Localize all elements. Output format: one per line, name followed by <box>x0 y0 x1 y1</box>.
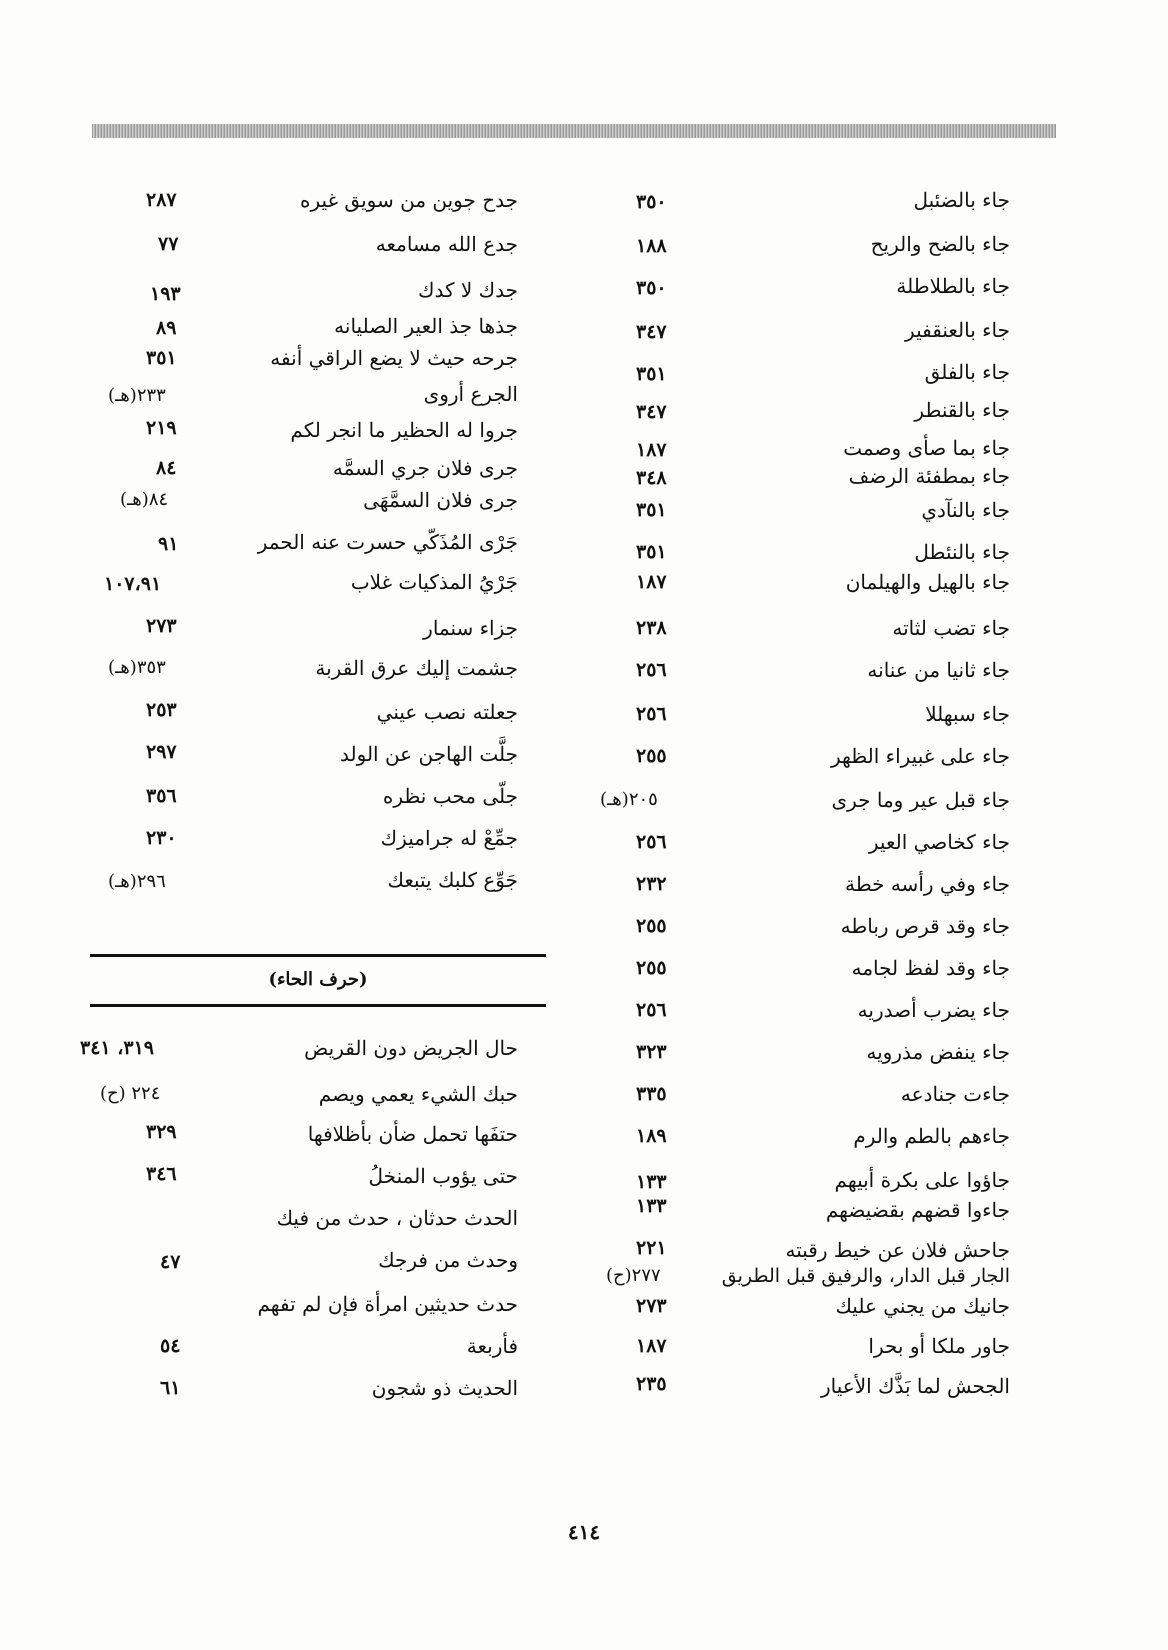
index-entry: حال الجريض دون القريض <box>304 1036 518 1060</box>
page-ref: ٣٤٦ <box>146 1163 177 1185</box>
page-ref: ٢٥٦ <box>636 999 667 1021</box>
index-entry: الحديث ذو شجون <box>371 1376 518 1400</box>
page-ref: ٥٤ <box>160 1335 181 1357</box>
page-ref: ٣٣٥ <box>636 1083 667 1105</box>
page-ref: ٢٥٦ <box>636 703 667 725</box>
page-ref: ٢٥٣ <box>146 699 177 721</box>
page-ref: ٣٥١ <box>146 347 177 369</box>
page-ref: ٢٨٧ <box>146 189 177 211</box>
index-entry: جاء بمطفئة الرضف <box>848 464 1010 488</box>
index-entry: جدح جوين من سويق غيره <box>300 188 518 212</box>
page-ref: ٢٩٦(هـ) <box>108 871 166 892</box>
section-rule-bottom <box>90 1004 546 1007</box>
index-entry: جاء كخاصي العير <box>868 830 1010 854</box>
page-number: ٤١٤ <box>567 1520 601 1544</box>
index-entry: جانيك من يجني عليك <box>835 1294 1010 1318</box>
index-entry: جاءوا قضهم بقضيضهم <box>825 1198 1010 1222</box>
page-ref: ٣٥١ <box>636 499 667 521</box>
page-ref: ١٨٧ <box>636 439 667 461</box>
page-ref: ١٨٨ <box>636 235 667 257</box>
page-ref: ٣٤٧ <box>636 321 667 343</box>
page-ref: ٢٣٢ <box>636 873 667 895</box>
index-entry: جَرْيُ المذكيات غلاب <box>350 570 518 594</box>
page-ref: ٢٣٣(هـ) <box>108 385 166 406</box>
index-entry: جاء بالعنقفير <box>905 318 1010 342</box>
index-entry: جَوِّع كلبك يتبعك <box>387 868 518 892</box>
index-entry: جاء ينفض مذرويه <box>866 1040 1010 1064</box>
section-rule-top <box>90 954 546 957</box>
index-entry: جدك لا كدك <box>418 278 518 302</box>
page-ref: ٣٥٦ <box>146 785 177 807</box>
page-ref: ١٨٧ <box>636 571 667 593</box>
index-entry: جاء تضب لثاته <box>892 616 1010 640</box>
page-ref: ٢٥٥ <box>636 745 667 767</box>
page-ref: ٣٥١ <box>636 541 667 563</box>
page-ref: ٢٢١ <box>636 1237 667 1259</box>
page-ref: ١٣٣ <box>636 1195 667 1217</box>
index-entry: فأربعة <box>466 1334 518 1358</box>
page-ref: ٣٢٩ <box>146 1121 177 1143</box>
index-entry: جاء بالطلاطلة <box>896 274 1010 298</box>
index-entry: جاء بالضئبل <box>913 188 1010 212</box>
page-ref: ١٣٣ <box>636 1171 667 1193</box>
index-entry: الجار قبل الدار، والرفيق قبل الطريق <box>721 1265 1010 1287</box>
page-ref: ١٨٧ <box>636 1335 667 1357</box>
index-entry: جاء ثانيا من عنانه <box>867 658 1010 682</box>
index-entry: جاء بالقنطر <box>914 398 1010 422</box>
index-entry: جروا له الحظير ما انجر لكم <box>290 418 518 442</box>
index-entry: الجحش لما بَذَّك الأعيار <box>820 1374 1010 1398</box>
page-ref: ٢٥٦ <box>636 831 667 853</box>
index-entry: جاء وقد قرص رباطه <box>840 914 1010 938</box>
header-rule <box>92 124 1056 138</box>
index-entry: جلّى محب نظره <box>382 784 518 808</box>
index-entry: جرحه حيث لا يضع الراقي أنفه <box>270 346 518 370</box>
page-ref: ٣٢٣ <box>636 1041 667 1063</box>
page-ref: ٣٥١ <box>636 363 667 385</box>
index-entry: حبك الشيء يعمي ويصم <box>318 1082 518 1106</box>
index-entry: جاؤوا على بكرة أبيهم <box>834 1168 1010 1192</box>
page-ref: ١٩٣ <box>150 283 181 305</box>
page-ref: ٢٥٦ <box>636 659 667 681</box>
index-entry: جلَّت الهاجن عن الولد <box>340 742 518 766</box>
index-entry: جاء بالهيل والهيلمان <box>845 570 1010 594</box>
index-entry: وحدث من فرجك <box>378 1248 518 1272</box>
index-entry: جاءت جنادعه <box>900 1082 1010 1106</box>
page-ref: ٢٣٠ <box>146 827 177 849</box>
page-ref: ٩١ <box>158 533 179 555</box>
page-ref: ٢٣٨ <box>636 617 667 639</box>
page-ref: ٢٧٣ <box>146 615 177 637</box>
index-entry: جعلته نصب عيني <box>376 700 518 724</box>
index-entry: حدث حديثين امرأة فإن لم تفهم <box>257 1292 518 1316</box>
page-ref: ٢٣٥ <box>636 1373 667 1395</box>
page-ref: ٣٥٠ <box>636 191 667 213</box>
index-entry: جزاء سنمار <box>423 616 518 640</box>
page-ref: ٢٩٧ <box>146 741 177 763</box>
section-heading: (حرف الحاء) <box>268 969 368 990</box>
index-entry: الحدث حدثان ، حدث من فيك <box>276 1206 518 1230</box>
index-entry: جاء بالضح والريح <box>870 232 1010 256</box>
index-entry: جاء على غبيراء الظهر <box>831 744 1010 768</box>
page-ref: ٣٤٧ <box>636 401 667 423</box>
index-entry: جَرْى المُذَكّي حسرت عنه الحمر <box>257 530 518 554</box>
page-ref: ٢٧٧(ح) <box>606 1265 661 1286</box>
page-ref: ٢٥٥ <box>636 915 667 937</box>
index-entry: جرى فلان السمَّهَى <box>363 488 518 512</box>
page-ref: ٣٤٨ <box>636 467 667 489</box>
index-entry: جرى فلان جري السمَّه <box>332 456 518 480</box>
page-ref: ٢٥٥ <box>636 957 667 979</box>
index-entry: جاء سبهللا <box>925 702 1010 726</box>
index-entry: جاء بالفلق <box>924 360 1010 384</box>
index-entry: جاء قبل عير وما جرى <box>831 788 1010 812</box>
page-ref: ٤٧ <box>160 1251 181 1273</box>
index-entry: جاء بالنئطل <box>914 540 1010 564</box>
index-entry: الجرع أروى <box>423 382 518 406</box>
page-ref: ١٨٩ <box>636 1125 667 1147</box>
index-entry: حتى يؤوب المنخلُ <box>368 1164 518 1188</box>
index-entry: جاء بما صأى وصمت <box>843 436 1010 460</box>
index-entry: جدع الله مسامعه <box>375 232 518 256</box>
index-entry: جشمت إليك عرق القربة <box>315 656 518 680</box>
page-ref: ٢٢٤ (ح) <box>100 1083 161 1104</box>
index-entry: جاء بالنآدي <box>921 498 1010 522</box>
page-ref: ٨٩ <box>156 317 177 339</box>
page-ref: ٦١ <box>160 1377 181 1399</box>
page-ref: ٨٤(هـ) <box>120 489 169 510</box>
index-entry: جاحش فلان عن خيط رقبته <box>785 1238 1010 1262</box>
index-entry: جاءهم بالطم والرم <box>853 1124 1010 1148</box>
index-entry: جذها جذ العير الصليانه <box>334 314 518 338</box>
page-ref: ٢٧٣ <box>636 1295 667 1317</box>
index-entry: حتفَها تحمل ضأن بأظلافها <box>307 1122 518 1146</box>
page-ref: ٣١٩، ٣٤١ <box>80 1037 154 1059</box>
index-entry: جمِّعْ له جراميزك <box>380 826 518 850</box>
page-ref: ٨٤ <box>156 457 177 479</box>
index-entry: جاء يضرب أصدريه <box>857 998 1010 1022</box>
page-ref: ٢١٩ <box>146 417 177 439</box>
page-ref: ٧٧ <box>158 233 179 255</box>
page-ref: ١٠٧،٩١ <box>104 573 162 595</box>
index-entry: جاور ملكا أو بحرا <box>868 1334 1010 1358</box>
page-ref: ٢٠٥(هـ) <box>600 789 658 810</box>
index-entry: جاء وفي رأسه خطة <box>844 872 1010 896</box>
page-ref: ٣٥٣(هـ) <box>108 657 166 678</box>
page-ref: ٣٥٠ <box>636 277 667 299</box>
index-entry: جاء وقد لفظ لجامه <box>851 956 1010 980</box>
